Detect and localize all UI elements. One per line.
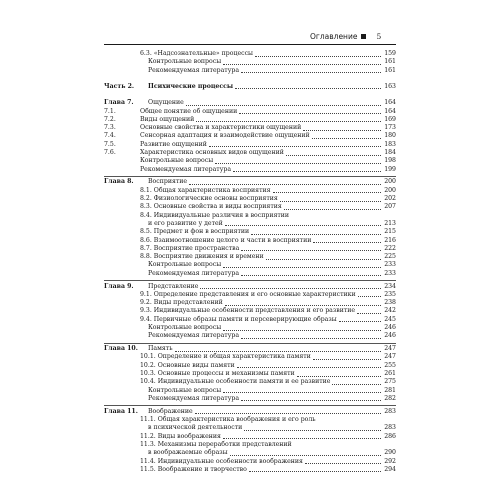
toc-entry-title: Контрольные вопросы [148,58,222,66]
toc-entry [104,228,396,236]
toc-entry-page: 290 [384,449,396,457]
toc-entry-page: 275 [384,378,396,386]
toc-entry-title: Контрольные вопросы [148,324,222,331]
toc-entry-title: Основные свойства и характеристики ощущений [140,124,302,132]
toc-entry-page: 222 [384,244,396,252]
square-icon [361,34,366,39]
toc-entry-page: 281 [384,386,396,394]
chapter-separator [104,280,396,281]
toc-entry-page: 294 [384,465,396,473]
toc-entry [104,270,396,278]
toc-entry-title: 8.4. Индивидуальные различия в восприятии [140,211,290,219]
toc-entry [104,416,396,424]
leader-dots [241,400,381,401]
toc-entry-page: 283 [384,424,396,432]
toc-entry-label: 7.4. [104,132,116,140]
leader-dots [305,463,381,464]
toc-entry-title: 8.7. Восприятие пространства [140,244,240,252]
toc-entry-page: 199 [384,165,396,173]
toc-entry-title: 8.1. Общая характеристика восприятия [140,186,271,194]
toc-entry-title: Общее понятие об ощущении [140,107,238,115]
toc-entry-label: 7.6. [104,149,116,156]
toc-entry-title: Контрольные вопросы [148,386,222,394]
toc-entry [104,291,396,299]
toc-entry-label: 7.1. [104,107,116,115]
toc-entry [104,116,396,124]
leader-dots [244,430,381,431]
leader-dots [200,288,381,289]
toc-entry [104,157,396,165]
toc-entry-page: 159 [384,50,396,57]
leader-dots [237,367,381,368]
toc-entry [104,50,396,58]
toc-entry-page: 169 [384,115,396,123]
toc-entry-label: Глава 7. [104,99,134,107]
leader-dots [186,105,381,106]
toc-entry [104,345,396,353]
toc-entry-title: 10.2. Основные виды памяти [140,361,235,369]
toc-entry-page: 245 [384,315,396,323]
toc-entry [104,132,396,140]
toc-entry-title: Психические процессы [148,82,234,90]
toc-entry [104,195,396,203]
toc-entry-label: Глава 11. [104,407,138,415]
toc-entry-page: 238 [384,299,396,307]
toc-entry-title: Развитие ощущений [140,140,207,148]
toc-entry-title: 8.2. Физиологические основы восприятия [140,195,278,202]
toc-entry [104,307,396,315]
toc-entry-title: 11.2. Виды воображения [140,432,221,440]
toc-entry-page: 235 [384,290,396,298]
toc-entry [104,58,396,66]
toc-entry [104,458,396,466]
toc-entry-title: Контрольные вопросы [140,157,214,165]
toc-entry [104,245,396,253]
toc-entry-page: 164 [384,107,396,115]
toc-entry [104,332,396,340]
toc-entry-page: 164 [384,99,396,107]
toc-entry-title: 8.5. Предмет и фон в восприятии [140,228,250,236]
leader-dots [239,113,381,114]
toc-entry-title: 10.3. Основные процессы и механизмы памяти [140,370,295,377]
toc-entry [104,141,396,149]
toc-entry-page: 184 [384,149,396,156]
toc-entry-title: Рекомендуемая литература [140,165,232,173]
toc-entry-page: 283 [384,407,396,415]
toc-entry-page: 200 [384,186,396,194]
toc-entry-title: Рекомендуемая литература [148,394,240,402]
leader-dots [255,56,381,57]
toc-entry-page: 286 [384,432,396,440]
running-head-title: Оглавление [310,32,358,41]
leader-dots [312,138,381,139]
toc-entry-page: 213 [384,219,396,227]
toc-entry-title: и его развитие у детей [148,219,223,227]
toc-entry [104,253,396,261]
leader-dots [241,72,381,73]
toc-entry [104,83,396,91]
toc-entry [104,237,396,245]
toc-entry [104,362,396,370]
toc-entry-page: 202 [384,195,396,202]
leader-dots [225,225,381,226]
toc-entry-title: 11.5. Воображение и творчество [140,465,247,473]
toc-entry-title: 11.3. Механизмы переработки представлений [140,440,292,448]
toc-entry-page: 247 [384,345,396,353]
toc-entry-page: 161 [384,58,396,66]
toc-entry [104,353,396,361]
toc-entry [104,283,396,291]
toc-entry-page: 216 [384,236,396,244]
toc-entry-page: 255 [384,361,396,369]
toc-entry [104,203,396,211]
toc-entry [104,108,396,116]
toc-entry-label: Часть 2. [104,82,135,90]
toc-entry-page: 180 [384,132,396,140]
leader-dots [280,201,381,202]
toc-entry [104,124,396,132]
toc-entry-label: 7.3. [104,124,116,132]
toc-entry-title: Виды ощущений [140,115,195,123]
toc-entry-page: 225 [384,253,396,261]
leader-dots [332,384,381,385]
toc-entry-page: 163 [384,82,396,90]
toc-entry-page: 200 [384,178,396,186]
toc-entry-title: 9.4. Первичные образы памяти и персеверирующие образы [140,315,337,323]
header-rule [104,44,396,45]
toc-entry [104,395,396,403]
toc-entry-page: 198 [384,157,396,165]
page-number: 5 [376,32,382,41]
toc-entry-title: Воображение [148,407,193,415]
leader-dots [313,359,381,360]
leader-dots [357,313,381,314]
toc-entry-title: 10.1. Определение и общая характеристика памяти [140,353,311,361]
leader-dots [223,392,381,393]
toc-entry-page: 207 [384,203,396,211]
leader-dots [233,171,381,172]
toc-entry-page: 234 [384,282,396,290]
leader-dots [339,321,381,322]
toc-entry [104,99,396,107]
toc-entry-title: Характеристика основных видов ощущений [140,149,284,156]
toc-entry-page: 215 [384,228,396,236]
toc-entry-title: 9.3. Индивидуальные особенности представления и его развитие [140,307,356,315]
leader-dots [284,209,381,210]
leader-dots [175,351,381,352]
toc-entry [104,187,396,195]
toc-entry [104,220,396,228]
toc-entry-page: 246 [384,332,396,340]
leader-dots [223,330,381,331]
toc-entry-title: 9.1. Определение представления и его основные характеристики [140,290,356,298]
toc-entry-title: Сенсорная адаптация и взаимодействие ощущений [140,132,310,140]
toc-entry-title: в воображаемые образы [148,449,228,457]
toc-entry-page: 233 [384,269,396,277]
leader-dots [249,471,381,472]
toc-entry [104,299,396,307]
chapter-separator [104,405,396,406]
leader-dots [223,64,381,65]
chapter-separator [104,343,396,344]
toc-entry [104,166,396,174]
toc-entry-title: Представление [148,282,199,290]
toc-entry-page: 183 [384,140,396,148]
toc-entry [104,178,396,186]
running-head [310,30,392,43]
leader-dots [313,242,381,243]
toc-entry-page: 242 [384,307,396,315]
leader-dots [286,155,381,156]
leader-dots [209,146,381,147]
leader-dots [225,305,381,306]
toc-entry-title: Рекомендуемая литература [148,332,240,340]
toc-entry-page: 261 [384,370,396,377]
toc-entry [104,378,396,386]
leader-dots [241,250,381,251]
toc-entry [104,441,396,449]
toc-entry [104,316,396,324]
leader-dots [215,163,381,164]
toc-entry-title: Восприятие [148,178,188,186]
toc-entry [104,324,396,332]
leader-dots [230,455,381,456]
toc-entry [104,67,396,75]
toc-entry-title: 8.6. Взаимоотношение целого и части в восприятии [140,236,312,244]
leader-dots [273,192,381,193]
toc-entry-title: 8.8. Восприятие движения и времени [140,253,264,261]
toc-entry-title: Контрольные вопросы [148,261,222,269]
toc-entry-page: 161 [384,66,396,74]
toc-entry-page: 292 [384,457,396,465]
toc-entry-label: 7.5. [104,140,116,148]
chapter-separator [104,176,396,177]
leader-dots [241,338,381,339]
leader-dots [189,184,381,185]
toc-entry-page: 233 [384,261,396,269]
toc-entry [104,212,396,220]
leader-dots [266,259,381,260]
toc-entry-page: 246 [384,324,396,331]
toc-entry-title: в психической деятельности [148,424,243,432]
toc-entry [104,433,396,441]
toc-entry-title: Рекомендуемая литература [148,66,240,74]
toc-entry-title: Ощущение [148,99,184,107]
toc-entry [104,149,396,157]
leader-dots [195,413,381,414]
toc-entry [104,408,396,416]
toc-entry-label: Глава 10. [104,345,138,353]
toc-entry-title: 10.4. Индивидуальные особенности памяти и ее развитие [140,378,331,386]
leader-dots [223,267,381,268]
leader-dots [223,438,381,439]
toc-entry [104,387,396,395]
toc-entry [104,424,396,432]
leader-dots [241,275,381,276]
toc-entry-page: 173 [384,124,396,132]
toc-entry [104,370,396,378]
toc-entry [104,449,396,457]
toc-entry-title: 9.2. Виды представлений [140,299,223,307]
leader-dots [297,376,381,377]
leader-dots [303,130,381,131]
toc-entry-title: 11.1. Общая характеристика воображения и его роль [140,416,316,423]
leader-dots [235,88,381,89]
leader-dots [196,121,381,122]
toc-entry-title: 8.3. Основные свойства и виды восприятия [140,203,282,211]
toc-entry [104,466,396,474]
leader-dots [358,296,381,297]
toc-entry-page: 247 [384,353,396,361]
toc-entry-label: 7.2. [104,115,116,123]
toc-entry-title: 11.4. Индивидуальные особенности воображения [140,457,303,465]
toc-entry-label: Глава 8. [104,178,134,186]
toc-entry-label: Глава 9. [104,282,134,290]
toc-entry-title: 6.3. «Надсознательные» процессы [140,50,253,57]
toc-entry-title: Память [148,345,173,353]
toc-entry [104,261,396,269]
toc-entry-page: 282 [384,394,396,402]
leader-dots [251,234,381,235]
toc-entry-title: Рекомендуемая литература [148,269,240,277]
